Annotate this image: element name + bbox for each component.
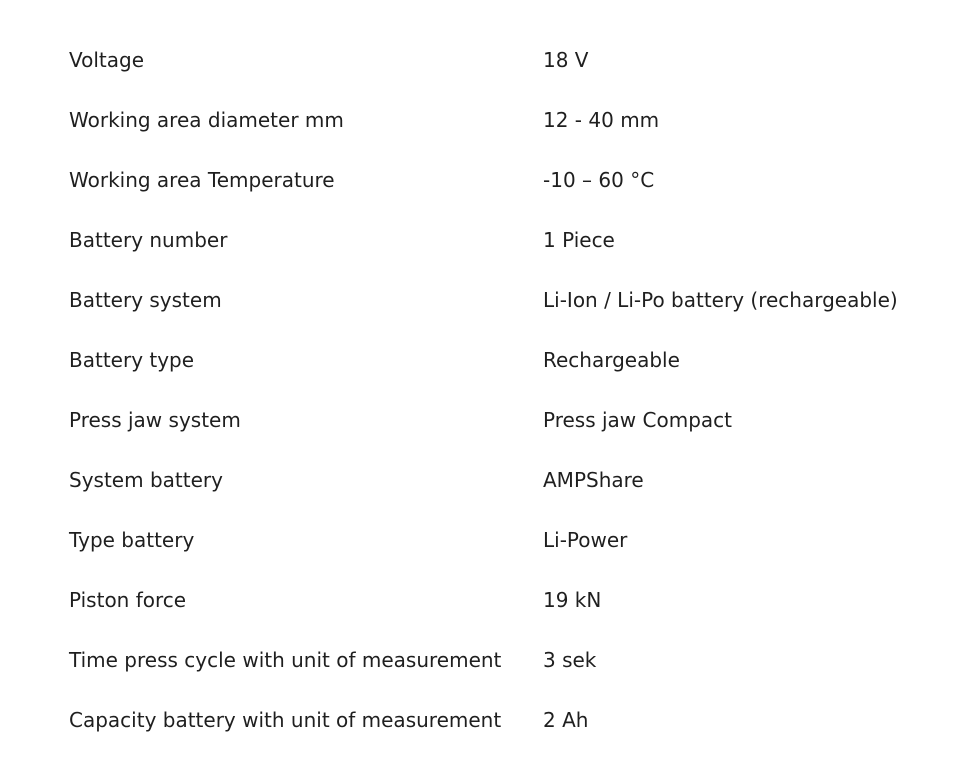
spec-value: Li-Ion / Li-Po battery (rechargeable) — [543, 288, 898, 312]
spec-value: 12 - 40 mm — [543, 108, 660, 132]
spec-row-working-area-diameter — [69, 90, 939, 150]
spec-value: -10 – 60 °C — [543, 168, 655, 192]
spec-label: Type battery — [69, 528, 195, 552]
spec-row-battery-system — [69, 270, 939, 330]
spec-value: 3 sek — [543, 648, 597, 672]
spec-label: Working area Temperature — [69, 168, 335, 192]
spec-value: AMPShare — [543, 468, 644, 492]
spec-row-voltage — [69, 30, 939, 90]
spec-value: Press jaw Compact — [543, 408, 732, 432]
spec-row-type-battery — [69, 510, 939, 570]
spec-row-battery-number — [69, 210, 939, 270]
spec-label: Piston force — [69, 588, 187, 612]
spec-row-working-area-temperature — [69, 150, 939, 210]
spec-label: System battery — [69, 468, 223, 492]
spec-row-press-jaw-system — [69, 390, 939, 450]
spec-value: 1 Piece — [543, 228, 615, 252]
spec-label: Time press cycle with unit of measurement — [69, 648, 502, 672]
spec-label: Capacity battery with unit of measurement — [69, 708, 502, 732]
spec-label: Battery number — [69, 228, 228, 252]
spec-row-capacity-battery — [69, 690, 939, 750]
spec-row-piston-force — [69, 570, 939, 630]
spec-label: Press jaw system — [69, 408, 241, 432]
spec-label: Voltage — [69, 48, 145, 72]
spec-row-time-press-cycle — [69, 630, 939, 690]
spec-row-system-battery — [69, 450, 939, 510]
spec-value: 18 V — [543, 48, 589, 72]
spec-label: Battery type — [69, 348, 195, 372]
spec-value: 19 kN — [543, 588, 602, 612]
spec-row-battery-type — [69, 330, 939, 390]
specifications-table — [69, 30, 939, 750]
spec-label: Working area diameter mm — [69, 108, 344, 132]
spec-label: Battery system — [69, 288, 222, 312]
spec-value: Li-Power — [543, 528, 628, 552]
spec-value: 2 Ah — [543, 708, 589, 732]
spec-value: Rechargeable — [543, 348, 680, 372]
